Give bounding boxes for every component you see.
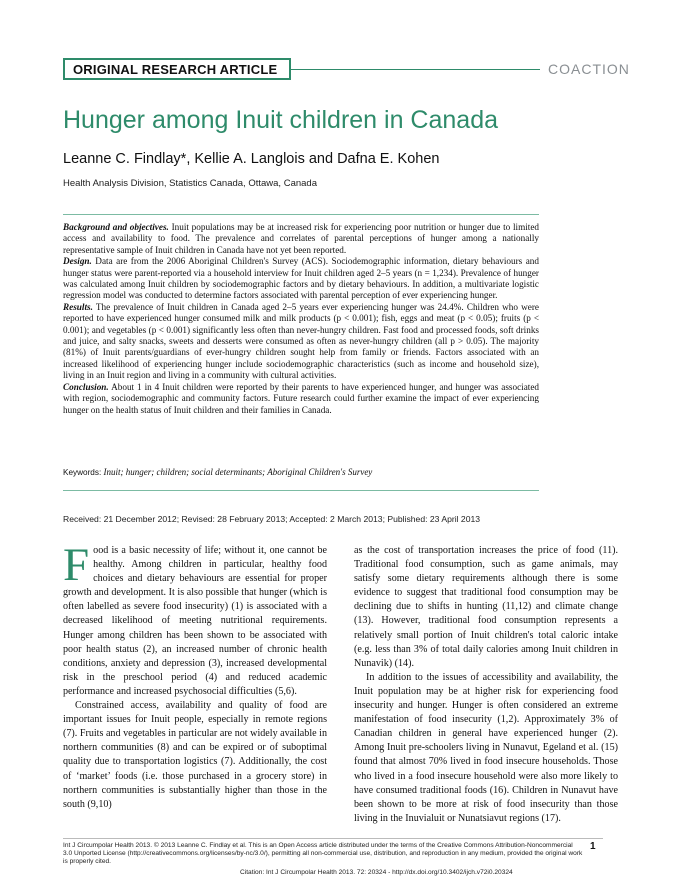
license-footer: Int J Circumpolar Health 2013. © 2013 Leanne C. Findlay et al. This is an Open Access article distributed under the terms of the Creative Commons Attribution-Noncommercial 3.0 Unported License (http://creativecommons.org/licenses/by-nc/3.0/), permitting all non-commercial use, distribution, and reproduction in any medium, provided the original work is properly cited. [63,842,583,866]
abstract-conclusion [63,382,539,416]
header-rule [291,69,540,70]
abstract-results-label: Results. [63,301,93,312]
abstract [63,222,539,416]
body-column-left [63,539,327,812]
body-paragraph: Constrained access, availability and quality of food are important issues for Inuit people, especially in remote regions (7). Fruits and vegetables in particular are not widely available in northern communities (8) and can be expired or of suboptimal quality due to transportation logistics (7). Additionally, the cost of ‘market’ foods (i.e. those purchased in a grocery store) in northern communities is substantially higher than those in the south (9,10) [63,700,327,810]
abstract-conclusion-text: About 1 in 4 Inuit children were reported by their parents to have experienced hunger, and hunger was associated with region, sociodemographic and community factors. Future research could further examine the impact of ever experiencing hunger on the health status of Inuit children and their families in Canada. [63,381,539,415]
abstract-results-text: The prevalence of Inuit children in Canada aged 2–5 years ever experiencing hunger was 24.4%. Children who were reported to have experienced hunger consumed milk and milk products (p < 0.001); fish, eggs and meat (p < 0.05); fruits (p < 0.001); and vegetables (p < 0.001) significantly less often than never-hungry children. Fast food and processed foods, soft drinks and juice, and salty snacks, sweets and desserts were consumed as often as never-hungry children (all p > 0.05). The majority (81%) of Inuit parents/guardians of ever-hungry children sought help from family or friends. Factors associated with an increased likelihood of experiencing hunger include sociodemographic characteristics (such as income and household size), living in an Inuit region and living in a community with cultural activities. [63,301,539,381]
affiliation: Health Analysis Division, Statistics Canada, Ottawa, Canada [63,178,317,189]
body-column-right [354,544,618,826]
author-list: Leanne C. Findlay*, Kellie A. Langlois and Dafna E. Kohen [63,151,440,167]
body-paragraph [63,539,327,699]
abstract-background-text: Inuit populations may be at increased risk for experiencing poor nutrition or hunger due to limited access and availability to food. The prevalence and correlates of parental perceptions of hunger among a nationally representative sample of Inuit children in Canada have not yet been reported. [63,222,539,255]
abstract-background-label: Background and objectives. [63,222,169,232]
body-text: ood is a basic necessity of life; without it, one cannot be healthy. Among children in particular, healthy food choices and dietary behaviours are essential for proper growth and development. It is also possible that hunger (which is often labelled as severe food insecurity) (1) is associated with a decreased likelihood of meeting nutritional requirements. Hunger among children has been shown to be associated with poor health status (2), an increased number of chronic health conditions, anxiety and depression (3), increased developmental risk in the preschool period (4) and reduced academic performance and increased psychosocial difficulties (5,6). [63,545,327,697]
drop-cap: F [63,539,90,591]
abstract-bottom-rule [63,490,539,491]
abstract-conclusion-label: Conclusion. [63,381,109,392]
publisher-logo: COACTION [548,61,630,77]
page-number: 1 [590,841,596,852]
abstract-design-label: Design. [63,256,92,267]
keywords-list: Inuit; hunger; children; social determinants; Aboriginal Children's Survey [103,467,373,477]
article-type-label: ORIGINAL RESEARCH ARTICLE [63,58,291,80]
abstract-background [63,222,539,256]
footer-rule [63,838,603,839]
citation-line: Citation: Int J Circumpolar Health 2013. 72: 20324 - http://dx.doi.org/10.3402/ijch.v72i0.20324 [240,869,513,876]
abstract-design [63,256,539,302]
keywords [63,467,539,477]
publication-dates: Received: 21 December 2012; Revised: 28 February 2013; Accepted: 2 March 2013; Published: 23 April 2013 [63,514,481,524]
body-paragraph: In addition to the issues of accessibility and availability, the Inuit population may be at higher risk for experiencing food insecurity and hunger. Hunger is often considered an extreme manifestation of food insecurity (1,2). Approximately 3% of Canadian children in general have experienced hunger (2). Among Inuit pre-schoolers living in Nunavut, Egeland et al. (15) found that almost 70% lived in food insecure households. Those who lived in a food insecure household were also more likely to have consumed traditional foods (16). Children in Nunavut have been shown to be more at risk of food insecurity than those living in the Inuvialuit or Nunatsiavut regions (17). [354,671,618,824]
abstract-design-text: Data are from the 2006 Aboriginal Children's Survey (ACS). Sociodemographic information, dietary behaviours and hunger status were parent-reported via a household interview for Inuit children aged 2–5 years (n = 1,234). Prevalence of hunger was calculated among Inuit children by sociodemographic factors and by dietary behaviours. In addition, a multivariate logistic regression model was conducted to determine factors associated with parental perception of ever experiencing hunger. [63,256,539,301]
abstract-top-rule [63,214,539,215]
article-title: Hunger among Inuit children in Canada [63,106,498,134]
body-paragraph: as the cost of transportation increases the price of food (11). Traditional food consumption, such as game animals, may satisfy some dietary requirements although there is some evidence to suggest that traditional food consumption may be declining due to shifts in hunting (11,12) and climate change (13). However, traditional food consumption represents a relatively small portion of Inuit children's total caloric intake (e.g. less than 3% of total daily calories among Inuit children in Nunavik) (14). [354,545,618,669]
abstract-results [63,302,539,382]
keywords-label: Keywords: [63,468,104,477]
